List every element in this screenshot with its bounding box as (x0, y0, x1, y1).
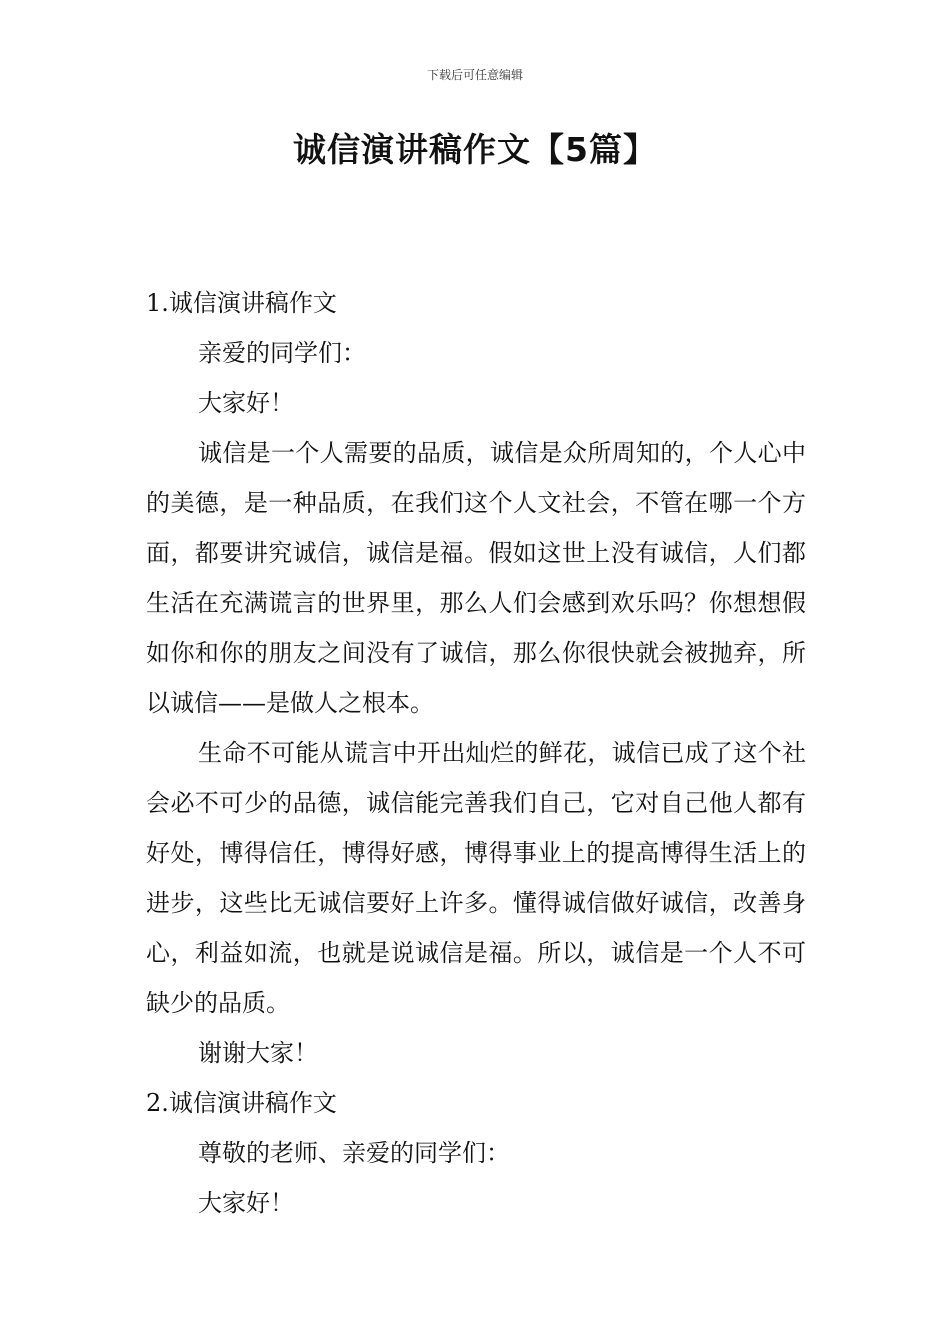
greeting: 大家好！ (198, 1189, 294, 1217)
section-heading: 1.诚信演讲稿作文 (146, 289, 337, 317)
closing: 谢谢大家！ (198, 1039, 318, 1067)
salutation: 尊敬的老师、亲爱的同学们： (198, 1139, 510, 1167)
greeting: 大家好！ (198, 389, 294, 417)
document-body (146, 278, 806, 1228)
body-paragraph: 诚信是一个人需要的品质，诚信是众所周知的，个人心中的美德，是一种品质，在我们这个人文社会，不管在哪一个方面，都要讲究诚信，诚信是福。假如这世上没有诚信，人们都生活在充满谎言的世界里，那么人们会感到欢乐吗？你想想假如你和你的朋友之间没有了诚信，那么你很快就会被抛弃，所以诚信——是做人之根本。 (146, 439, 806, 717)
section-heading: 2.诚信演讲稿作文 (146, 1089, 337, 1117)
salutation: 亲爱的同学们： (198, 339, 366, 367)
body-paragraph: 生命不可能从谎言中开出灿烂的鲜花，诚信已成了这个社会必不可少的品德，诚信能完善我们自己，它对自己他人都有好处，博得信任，博得好感，博得事业上的提高博得生活上的进步，这些比无诚信要好上许多。懂得诚信做好诚信，改善身心，利益如流，也就是说诚信是福。所以，诚信是一个人不可缺少的品质。 (146, 739, 806, 1017)
header-note: 下载后可任意编辑 (426, 68, 523, 82)
document-title: 诚信演讲稿作文【5篇】 (293, 130, 657, 169)
